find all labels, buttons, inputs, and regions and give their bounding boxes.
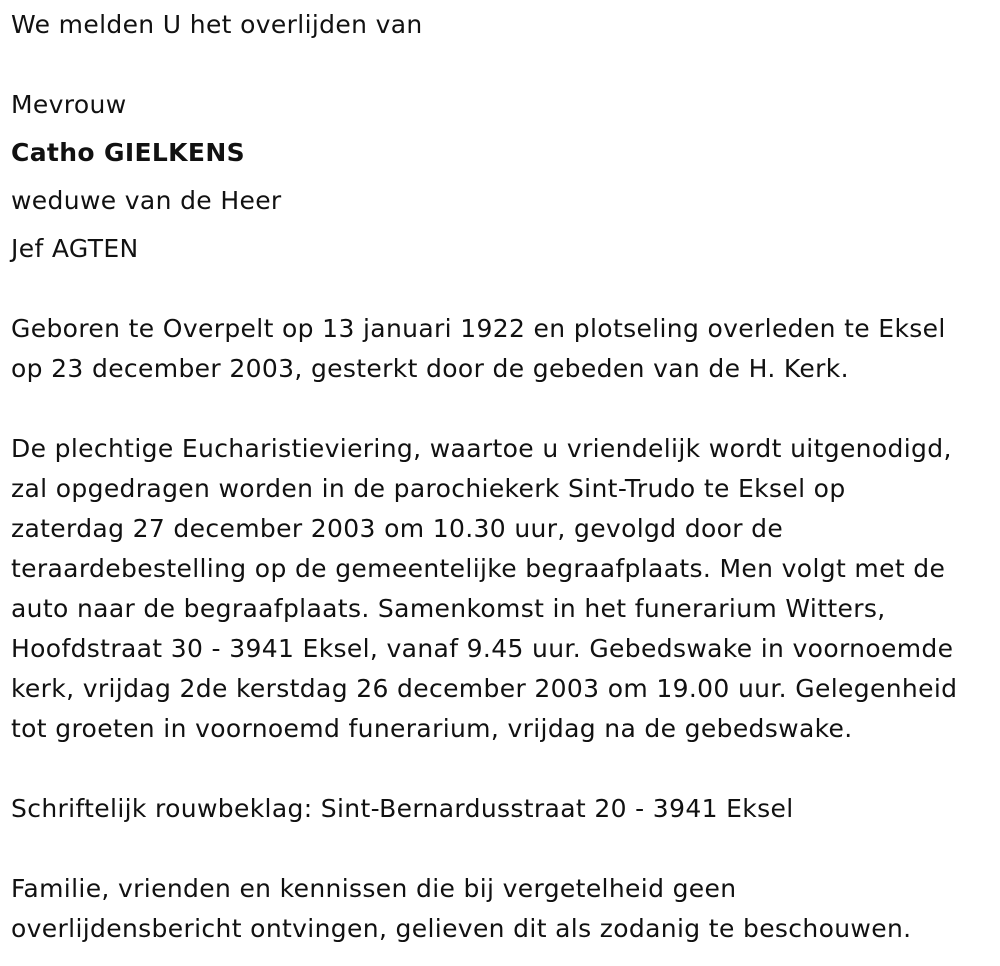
ceremony-line: zal opgedragen worden in de parochiekerk Sint-Trudo te Eksel op [11, 474, 846, 503]
honorific: Mevrouw [11, 90, 127, 119]
spouse-name: Jef AGTEN [11, 234, 139, 263]
ceremony-line: zaterdag 27 december 2003 om 10.30 uur, gevolgd door de [11, 514, 784, 543]
closing-paragraph [11, 869, 912, 943]
condolence-address: Schriftelijk rouwbeklag: Sint-Bernardusstraat 20 - 3941 Eksel [11, 794, 794, 823]
birth-death-paragraph [11, 309, 946, 383]
ceremony-line: auto naar de begraafplaats. Samenkomst in het funerarium Witters, [11, 594, 886, 623]
widow-of-text: weduwe van de Heer [11, 186, 282, 215]
birth-death-line: Geboren te Overpelt op 13 januari 1922 en plotseling overleden te Eksel [11, 314, 946, 343]
closing-line: overlijdensbericht ontvingen, gelieven dit als zodanig te beschouwen. [11, 914, 912, 943]
closing-line: Familie, vrienden en kennissen die bij vergetelheid geen [11, 874, 737, 903]
ceremony-line: Hoofdstraat 30 - 3941 Eksel, vanaf 9.45 uur. Gebedswake in voornoemde [11, 634, 954, 663]
ceremony-line: teraardebestelling op de gemeentelijke begraafplaats. Men volgt met de [11, 554, 946, 583]
ceremony-paragraph [11, 429, 958, 743]
ceremony-line: De plechtige Eucharistieviering, waartoe u vriendelijk wordt uitgenodigd, [11, 434, 952, 463]
birth-death-line: op 23 december 2003, gesterkt door de gebeden van de H. Kerk. [11, 354, 849, 383]
ceremony-line: kerk, vrijdag 2de kerstdag 26 december 2003 om 19.00 uur. Gelegenheid [11, 674, 958, 703]
intro-text: We melden U het overlijden van [11, 10, 423, 39]
deceased-name: Catho GIELKENS [11, 138, 245, 167]
ceremony-line: tot groeten in voornoemd funerarium, vrijdag na de gebedswake. [11, 714, 853, 743]
